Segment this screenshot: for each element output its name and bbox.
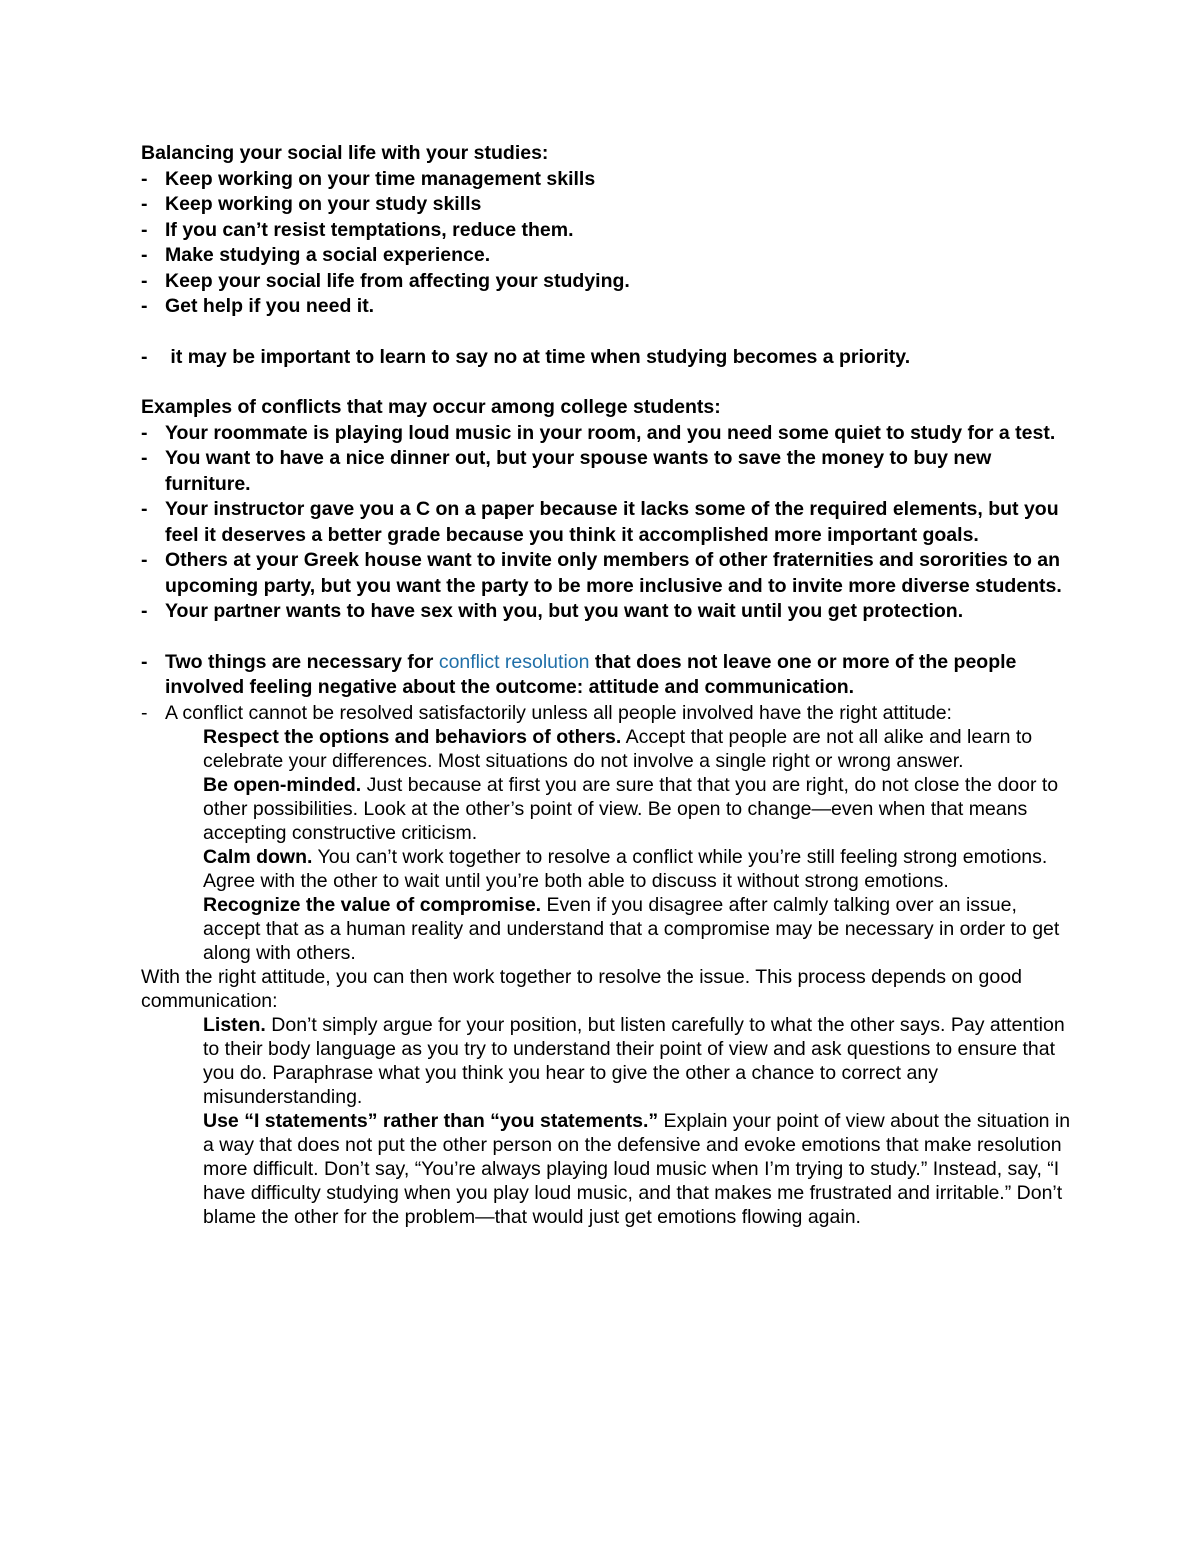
dash-bullet: - bbox=[141, 600, 148, 622]
dash-bullet: - bbox=[141, 244, 148, 266]
list-item: - Get help if you need it. bbox=[141, 294, 1071, 320]
dash-bullet: - bbox=[141, 650, 148, 673]
attitude-item: Recognize the value of compromise. Even if you disagree after calmly talking over an issue, accept that as a human reality and understand that a compromise may be necessary in order to get along with others. bbox=[203, 893, 1060, 964]
list-item: - Keep working on your study skills bbox=[141, 192, 1071, 218]
dash-bullet: - bbox=[141, 167, 148, 190]
dash-bullet: - bbox=[141, 701, 148, 724]
list-item: - Your roommate is playing loud music in your room, and you need some quiet to study for a test. bbox=[141, 421, 1071, 447]
attitude-item: Calm down. You can’t work together to resolve a conflict while you’re still feeling strong emotions. Agree with the other to wait until you’re both able to discuss it without strong emotions. bbox=[203, 845, 1048, 892]
conflict-resolution-link[interactable]: conflict resolution bbox=[438, 650, 590, 673]
dash-bullet: - bbox=[141, 345, 148, 368]
attitude-item: Be open-minded. Just because at first you are sure that that you are right, do not close the door to other possibilities. Look at the other’s point of view. Be open to change—even when that means accepting constructive criticism. bbox=[203, 773, 1059, 844]
list-item: - You want to have a nice dinner out, but your spouse wants to save the money to buy new furniture. bbox=[141, 447, 992, 495]
dash-bullet: - bbox=[141, 549, 148, 571]
list-item: - Keep your social life from affecting your studying. bbox=[141, 269, 1071, 295]
list-item: - Others at your Greek house want to invite only members of other fraternities and sororities to an upcoming party, but you want the party to be more inclusive and to invite more diverse students. bbox=[141, 549, 1062, 597]
dash-bullet: - bbox=[141, 447, 148, 469]
section2-heading: Examples of conflicts that may occur among college students: bbox=[141, 396, 721, 418]
list-item: - Your partner wants to have sex with you, but you want to wait until you get protection. bbox=[141, 599, 1071, 625]
communication-list bbox=[141, 1013, 1071, 1229]
conflict-resolution-intro: - Two things are necessary for conflict resolution that does not leave one or more of the people involved feeling negative about the outcome: attitude and communication. bbox=[141, 650, 1017, 698]
dash-bullet: - bbox=[141, 218, 148, 241]
attitude-item: Respect the options and behaviors of others. Accept that people are not all alike and learn to celebrate your differences. Most situations do not involve a single right or wrong answer. bbox=[203, 725, 1033, 772]
dash-bullet: - bbox=[141, 193, 148, 215]
list-item: - Keep working on your time management skills bbox=[141, 167, 1071, 193]
document-page bbox=[141, 141, 1071, 1229]
dash-bullet: - bbox=[141, 295, 148, 317]
list-item: - Your instructor gave you a C on a paper because it lacks some of the required elements, but you feel it deserves a better grade because you think it accomplished more important goals. bbox=[141, 498, 1059, 546]
list-item: - Make studying a social experience. bbox=[141, 243, 1071, 269]
attitude-list bbox=[141, 725, 1071, 965]
dash-bullet: - bbox=[141, 421, 148, 444]
attitude-lead: - A conflict cannot be resolved satisfactorily unless all people involved have the right attitude: bbox=[141, 701, 952, 724]
communication-item: Listen. Don’t simply argue for your position, but listen carefully to what the other says. Pay attention to their body language as you try to understand their point of view and ask questions to ensure that you do. Paraphrase what you think you hear to give the other a chance to correct any misunderstanding. bbox=[203, 1013, 1065, 1108]
list-item-priority: - it may be important to learn to say no at time when studying becomes a priority. bbox=[141, 345, 1071, 371]
communication-item: Use “I statements” rather than “you statements.” Explain your point of view about the situation in a way that does not put the other person on the defensive and evoke emotions that make resolution more difficult. Don’t say, “You’re always playing loud music when I’m trying to study.” Instead, say, “I have difficulty studying when you play loud music, and that makes me frustrated and irritable.” Don’t blame the other for the problem—that would just get emotions flowing again. bbox=[203, 1109, 1071, 1228]
communication-lead: With the right attitude, you can then work together to resolve the issue. This process depends on good communication: bbox=[141, 965, 1022, 1012]
dash-bullet: - bbox=[141, 269, 148, 292]
dash-bullet: - bbox=[141, 498, 148, 520]
list-item: - If you can’t resist temptations, reduce them. bbox=[141, 218, 1071, 244]
section1-heading: Balancing your social life with your studies: bbox=[141, 142, 549, 164]
